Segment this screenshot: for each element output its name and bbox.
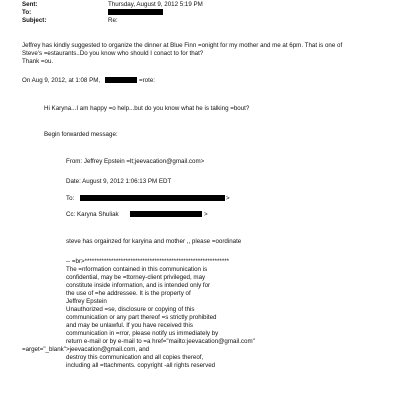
disclaimer-line: confidential, may be =ttorney-client privileged, may <box>66 274 206 281</box>
disclaimer-line: the use of =he addressee. It is the property of <box>66 290 191 297</box>
sent-label: Sent: <box>22 1 38 8</box>
sent-value: Thursday, August 9, 2012 5:19 PM <box>108 1 203 8</box>
fwd-message: steve has orgainzed for karyina and mother ,, please =oordinate <box>66 238 242 245</box>
disclaimer-line: communication in =rror, please notify us immediately by <box>66 330 219 337</box>
fwd-to-tail: > <box>226 195 230 202</box>
disclaimer-line: destroy this communication and all copies thereof, <box>66 354 204 361</box>
disclaimer-line: communication or any part thereof =s strictly prohibited <box>66 314 217 321</box>
fwd-cc-tail: > <box>204 211 208 218</box>
redaction-fwd-cc <box>130 211 202 217</box>
fwd-to-label: To: <box>66 195 75 202</box>
quoted-reply: Hi Karyna...I am happy =o help...but do you know what he is talking =bout? <box>44 105 250 112</box>
disclaimer-line: and may be unlawful. If you have received this <box>66 322 193 329</box>
body-line-3: Thank =ou. <box>22 58 54 65</box>
disclaimer-line: =arget="_blank">jeevacation@gmail.com, and <box>22 346 150 353</box>
body-line-2: Steve's =estaurants..Do you know who should I conact to for that? <box>22 50 204 57</box>
disclaimer-line: Jeffrey Epstein <box>66 298 107 305</box>
fwd-from: From: Jeffrey Epstein =lt;jeevacation@gmail.com> <box>66 158 205 165</box>
quote-intro <box>22 77 100 84</box>
disclaimer-line: including all =ttachments. copyright -all rights reserved <box>66 362 216 369</box>
disclaimer-line: return e-mail or by e-mail to =a href="mailto:jeevacation@gmail.com" <box>66 338 255 345</box>
to-label: To: <box>22 9 32 16</box>
forwarded-header: Begin forwarded message: <box>44 131 118 138</box>
body-line-1: Jeffrey has kindly suggested to organize the dinner at Blue Finn =onight for my mother and me at 6pm. That is one of <box>22 42 343 49</box>
fwd-cc: Cc: Karyna Shuliak <box>66 211 119 218</box>
disclaimer-line: -- =br>************************************************************ <box>66 258 230 265</box>
fwd-date: Date: August 9, 2012 1:06:13 PM EDT <box>66 178 172 185</box>
subject-label: Subject: <box>22 17 47 24</box>
subject-value: Re: <box>108 17 118 24</box>
disclaimer-line: Unauthorized =se, disclosure or copying of this <box>66 306 195 313</box>
quote-intro-tail: =rote: <box>139 77 155 84</box>
redaction-sender <box>105 77 137 83</box>
quote-intro-date: On Aug 9, 2012, at 1:08 PM, <box>22 77 101 84</box>
redaction-fwd-to <box>80 195 225 201</box>
redaction-to <box>108 9 163 15</box>
disclaimer-line: The =nformation contained in this communication is <box>66 266 208 273</box>
disclaimer-line: constitute inside information, and is intended only for <box>66 282 211 289</box>
